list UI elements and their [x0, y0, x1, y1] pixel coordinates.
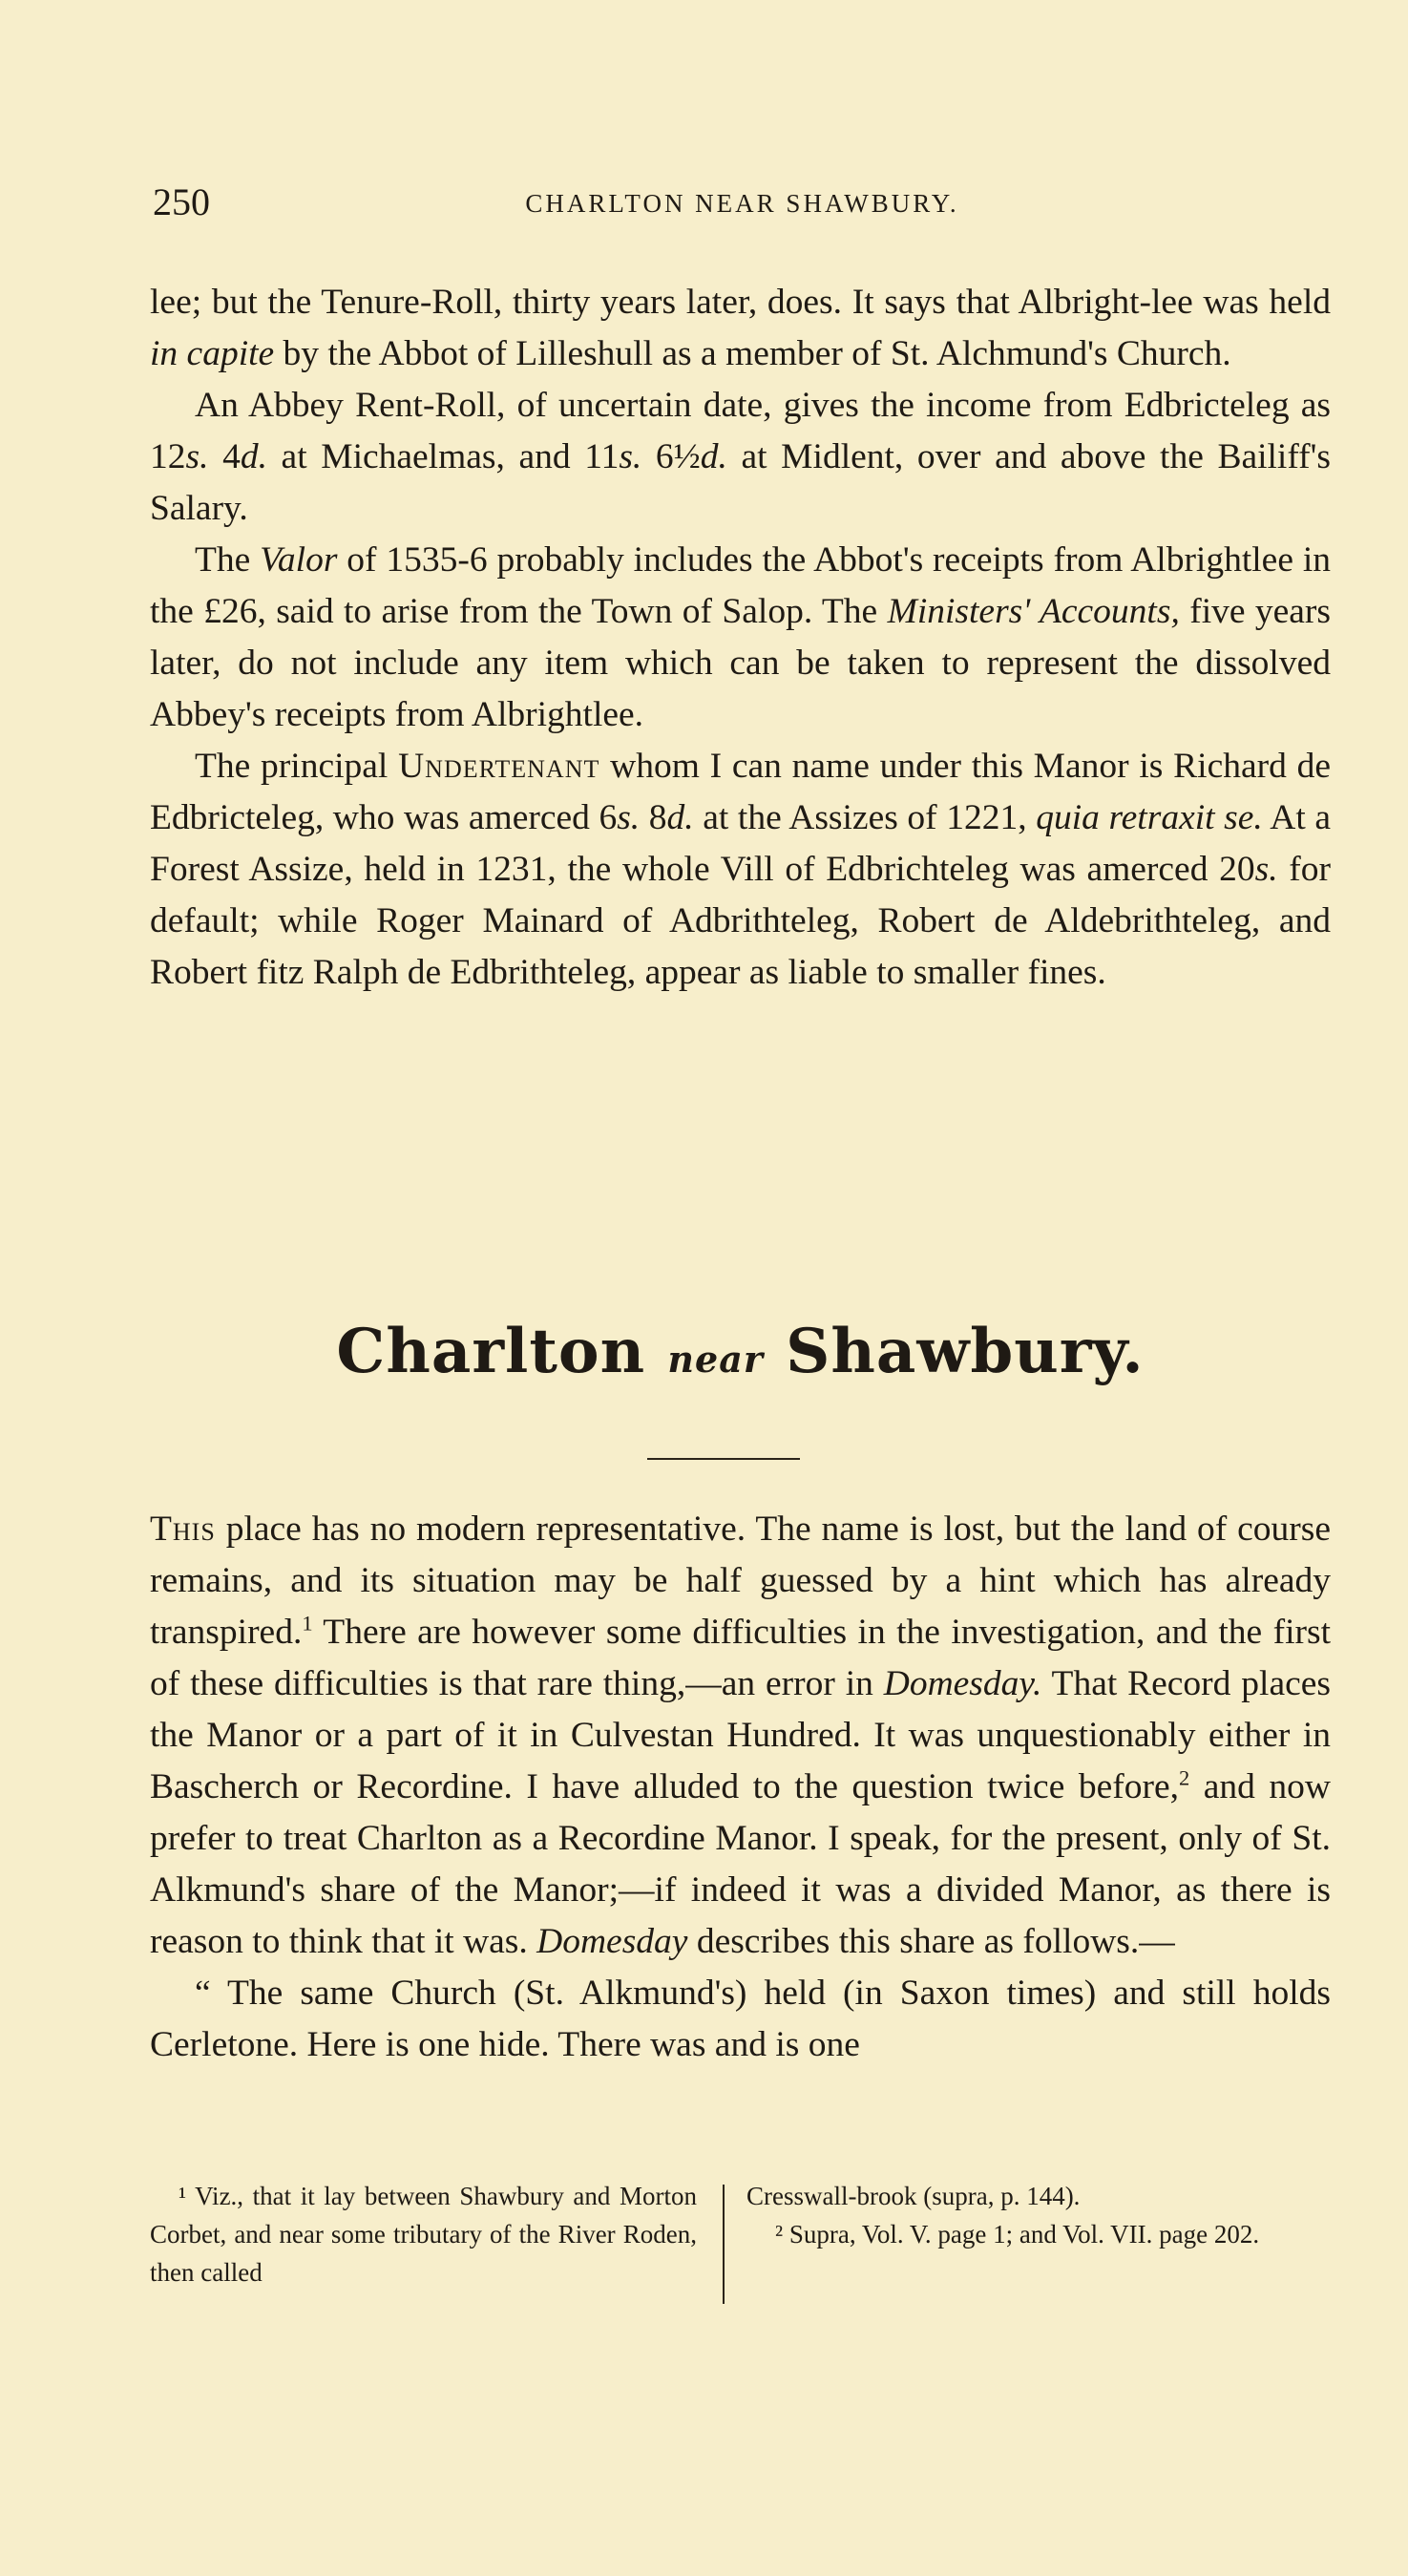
title-main-2: Shawbury.: [786, 1316, 1145, 1387]
paragraph: lee; but the Tenure-Roll, thirty years later, does. It says that Albright-lee was held in capite by the Abbot of Lilleshull as a member of St. Alchmund's Church.: [150, 283, 1331, 373]
paragraph: This place has no modern representative. The name is lost, but the land of course remains, and its situation may be half guessed by a hint which has already transpired.$^1$ There are however some difficulties in the investigation, and the first of these difficulties is that rare thing,—an error in Domesday. That Record places the Manor or a part of it in Culvestan Hundred. It was unquestionably either in Bascherch or Recordine. I have alluded to the question twice before,$^2$ and now prefer to treat Charlton as a Recordine Manor. I speak, for the present, only of St. Alkmund's share of the Manor;—if indeed it was a divided Manor, as there is reason to think that it was. Domesday describes this share as follows.—: [150, 1510, 1331, 1961]
section-albrightlee: [150, 277, 1331, 999]
section-title: [150, 1316, 1331, 1387]
paragraph: The Valor of 1535-6 probably includes the Abbot's receipts from Albrightlee in the £26, said to arise from the Town of Salop. The Ministers' Accounts, five years later, do not include any item which can be taken to represent the dissolved Abbey's receipts from Albrightlee.: [150, 540, 1332, 734]
paragraph: The principal Undertenant whom I can name under this Manor is Richard de Edbricteleg, who was amerced 6s. 8d. at the Assizes of 1221, quia retraxit se. At a Forest Assize, held in 1231, the whole Vill of Edbrichteleg was amerced 20s. for default; while Roger Mainard of Adbrithteleg, Robert de Aldebrithteleg, and Robert fitz Ralph de Edbrithteleg, appear as liable to smaller fines.: [150, 747, 1332, 992]
title-small: near: [667, 1338, 764, 1381]
footnote-right: [746, 2177, 1331, 2253]
footnote-1: ¹ Viz., that it lay between Shawbury and Morton Corbet, and near some tributary of the River Roden, then called: [150, 2182, 697, 2287]
footnotes: [150, 2177, 1331, 2330]
footnote-left: [150, 2177, 697, 2291]
title-rule: [647, 1458, 800, 1460]
footnote-ref-1: 1: [302, 1611, 313, 1636]
page-number: 250: [153, 180, 210, 223]
paragraph: An Abbey Rent-Roll, of uncertain date, gives the income from Edbricteleg as 12s. 4d. at Michaelmas, and 11s. 6½d. at Midlent, over and above the Bailiff's Salary.: [150, 386, 1332, 528]
footnote-divider: [723, 2185, 725, 2304]
footnote-ref-2: 2: [1179, 1765, 1190, 1790]
paragraph: “ The same Church (St. Alkmund's) held (in Saxon times) and still holds Cerletone. Here is one hide. There was and is one: [150, 1974, 1331, 2064]
title-main-1: Charlton: [336, 1316, 646, 1387]
page-header: [153, 179, 1332, 227]
section-charlton: [150, 1504, 1331, 2071]
footnote-2: ² Supra, Vol. V. page 1; and Vol. VII. page 202.: [775, 2220, 1260, 2249]
running-head: CHARLTON NEAR SHAWBURY.: [525, 189, 959, 218]
footnote-1-cont: Cresswall-brook (supra, p. 144).: [746, 2182, 1081, 2210]
